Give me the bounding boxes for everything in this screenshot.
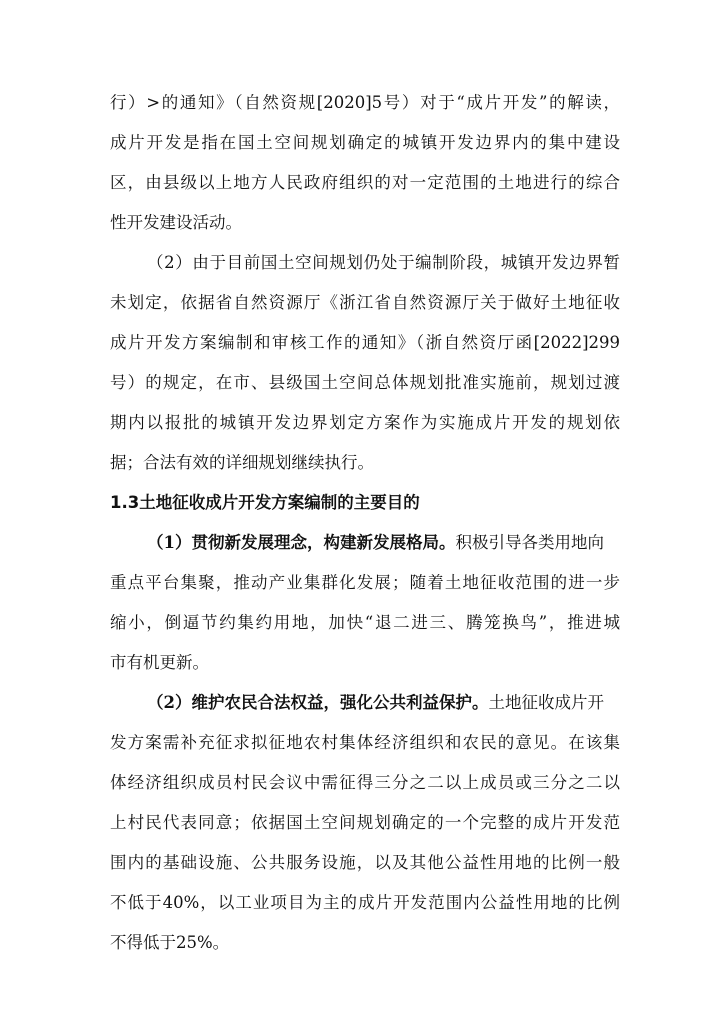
body-text-line: 缩小，倒逼节约集约用地，加快“退二进三、腾笼换鸟”，推进城: [110, 613, 620, 632]
body-text-line: 区，由县级以上地方人民政府组织的对一定范围的土地进行的综合: [110, 173, 620, 192]
body-text-line: 未划定，依据省自然资源厅《浙江省自然资源厅关于做好土地征收: [110, 293, 620, 312]
body-text: 土地征收成片开: [488, 693, 604, 712]
body-text-line: 成片开发是指在国土空间规划确定的城镇开发边界内的集中建设: [110, 133, 620, 152]
body-text-line: 发方案需补充征求拟征地农村集体经济组织和农民的意见。在该集: [110, 733, 620, 752]
body-text-line: 上村民代表同意；依据国土空间规划确定的一个完整的成片开发范: [110, 813, 620, 832]
document-page: [110, 0, 620, 1024]
body-text-line: 重点平台集聚，推动产业集群化发展；随着土地征收范围的进一步: [110, 573, 620, 592]
body-text-line: 性开发建设活动。: [110, 213, 242, 232]
emphasis-text: （2）维护农民合法权益，强化公共利益保护。: [147, 693, 489, 712]
emphasis-text: （1）贯彻新发展理念，构建新发展格局。: [147, 533, 456, 552]
body-text-line: 号）的规定，在市、县级国土空间总体规划批准实施前，规划过渡: [110, 373, 620, 392]
body-text-line: 体经济组织成员村民会议中需征得三分之二以上成员或三分之二以: [110, 773, 620, 792]
body-text-line: [147, 692, 620, 714]
section-heading: 1.3土地征收成片开发方案编制的主要目的: [110, 493, 420, 512]
body-text-line: 据；合法有效的详细规划继续执行。: [110, 453, 374, 472]
body-text: 积极引导各类用地向: [455, 533, 604, 552]
body-text-line: 不得低于25%。: [110, 933, 230, 952]
body-text-line: [147, 532, 620, 554]
body-text-line: 围内的基础设施、公共服务设施，以及其他公益性用地的比例一般: [110, 853, 620, 872]
body-text-line: 行）>的通知》（自然资规[2020]5号）对于“成片开发”的解读，: [110, 93, 620, 112]
body-text-line: 期内以报批的城镇开发边界划定方案作为实施成片开发的规划依: [110, 413, 620, 432]
body-text-line: （2）由于目前国土空间规划仍处于编制阶段，城镇开发边界暂: [147, 253, 620, 272]
body-text-line: 市有机更新。: [110, 653, 209, 672]
body-text-line: 不低于40%，以工业项目为主的成片开发范围内公益性用地的比例: [110, 893, 620, 912]
body-text-line: 成片开发方案编制和审核工作的通知》（浙自然资厅函[2022]299: [110, 333, 620, 352]
